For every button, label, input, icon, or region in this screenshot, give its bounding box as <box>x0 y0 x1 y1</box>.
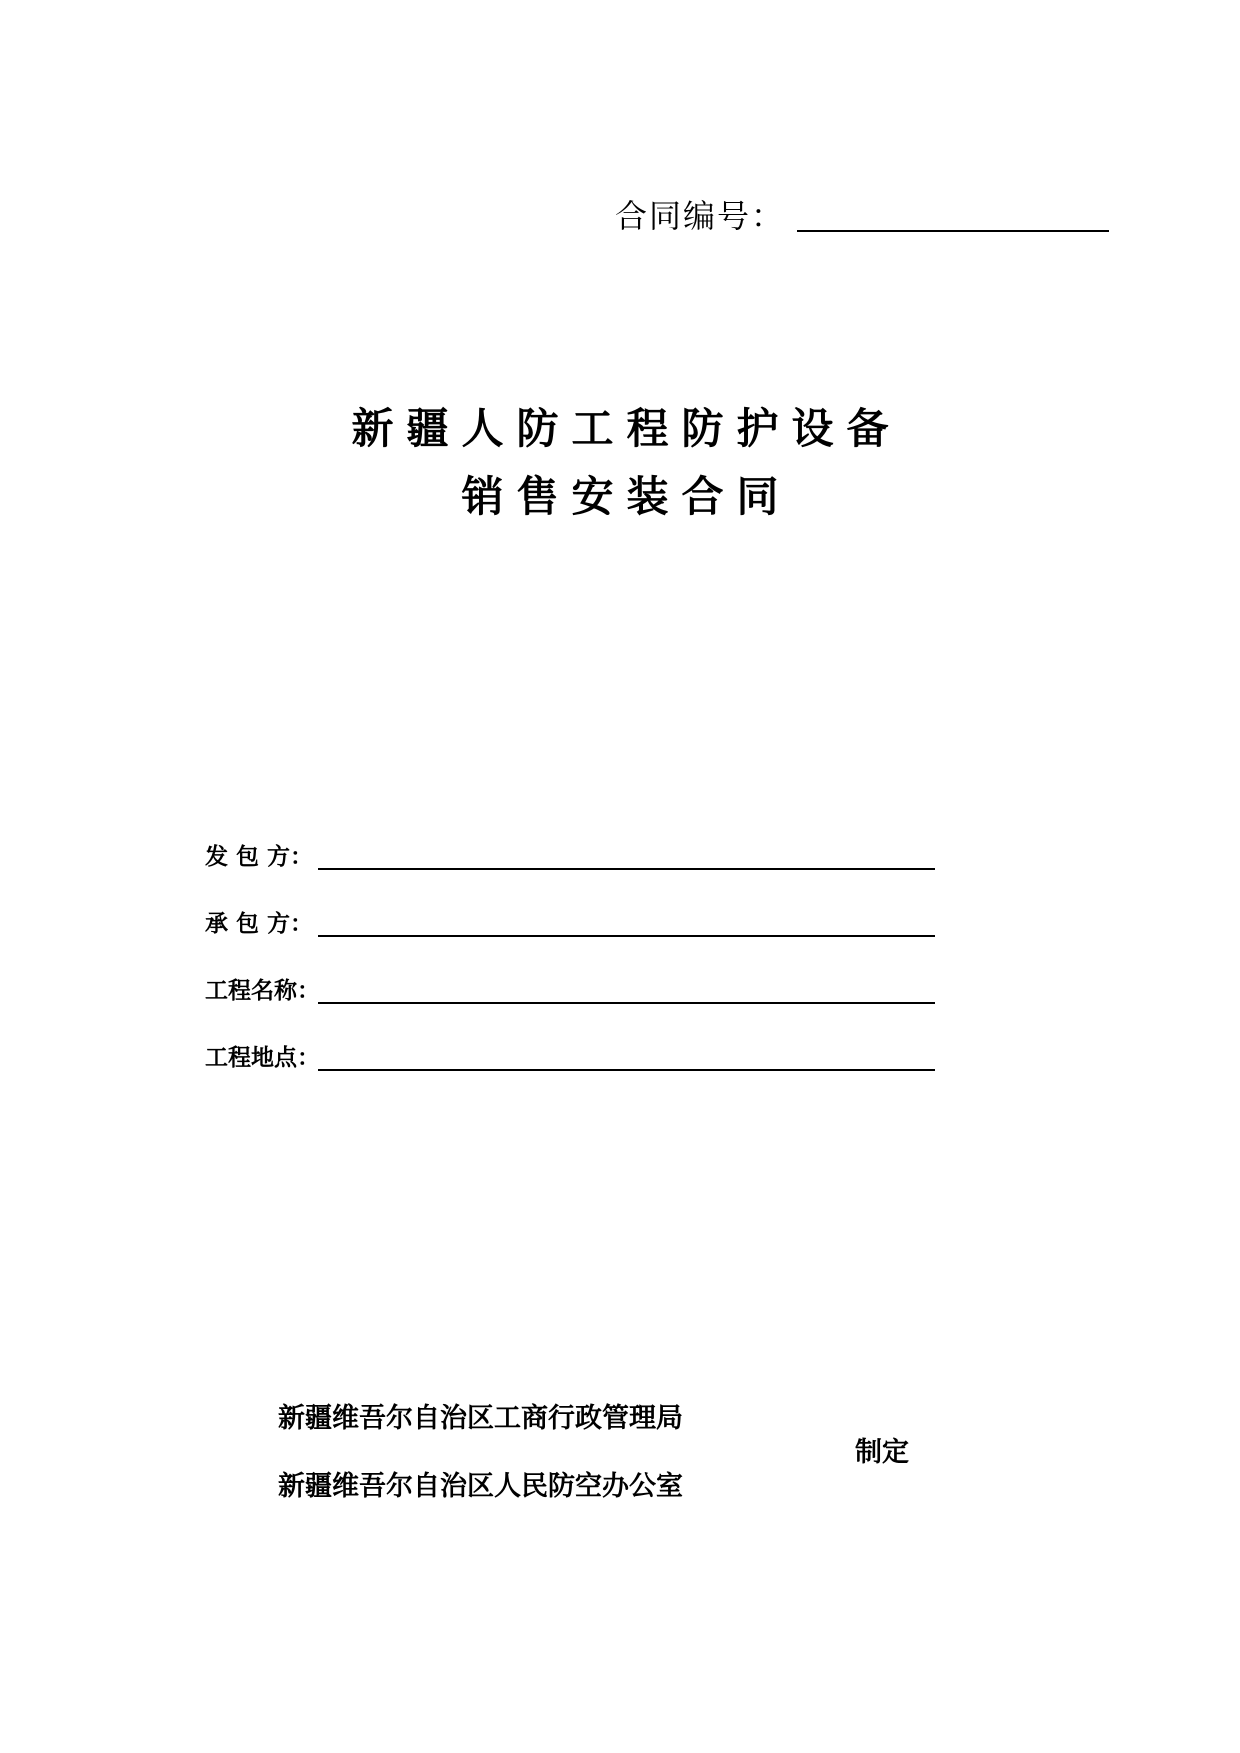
title-line-2: 销售安装合同 <box>461 472 792 521</box>
contract-number-label: 合同编号： <box>615 197 786 235</box>
field-blank-contractor[interactable] <box>318 935 935 937</box>
field-row-project-name <box>205 939 935 1006</box>
field-row-project-location <box>205 1006 935 1073</box>
made-by-label: 制定 <box>855 1437 909 1468</box>
field-label-project-name: 工程名称： <box>205 978 320 1004</box>
field-row-employer <box>205 805 935 872</box>
field-label-employer: 发 包 方： <box>205 844 314 870</box>
field-blank-project-location[interactable] <box>318 1069 935 1071</box>
contract-fields <box>205 805 935 1073</box>
contract-number-blank[interactable] <box>797 230 1109 232</box>
issuer-civil-air-defense-office: 新疆维吾尔自治区人民防空办公室 <box>278 1471 683 1502</box>
field-label-contractor: 承 包 方： <box>205 911 314 937</box>
issuer-administration-for-industry-and-commerce: 新疆维吾尔自治区工商行政管理局 <box>278 1403 683 1434</box>
issuers <box>278 1400 683 1506</box>
field-blank-project-name[interactable] <box>318 1002 935 1004</box>
field-row-contractor <box>205 872 935 939</box>
title-line-1: 新疆人防工程防护设备 <box>351 404 902 453</box>
document-title <box>0 395 1240 531</box>
field-label-project-location: 工程地点： <box>205 1045 320 1071</box>
field-blank-employer[interactable] <box>318 868 935 870</box>
contract-number <box>615 196 1109 236</box>
